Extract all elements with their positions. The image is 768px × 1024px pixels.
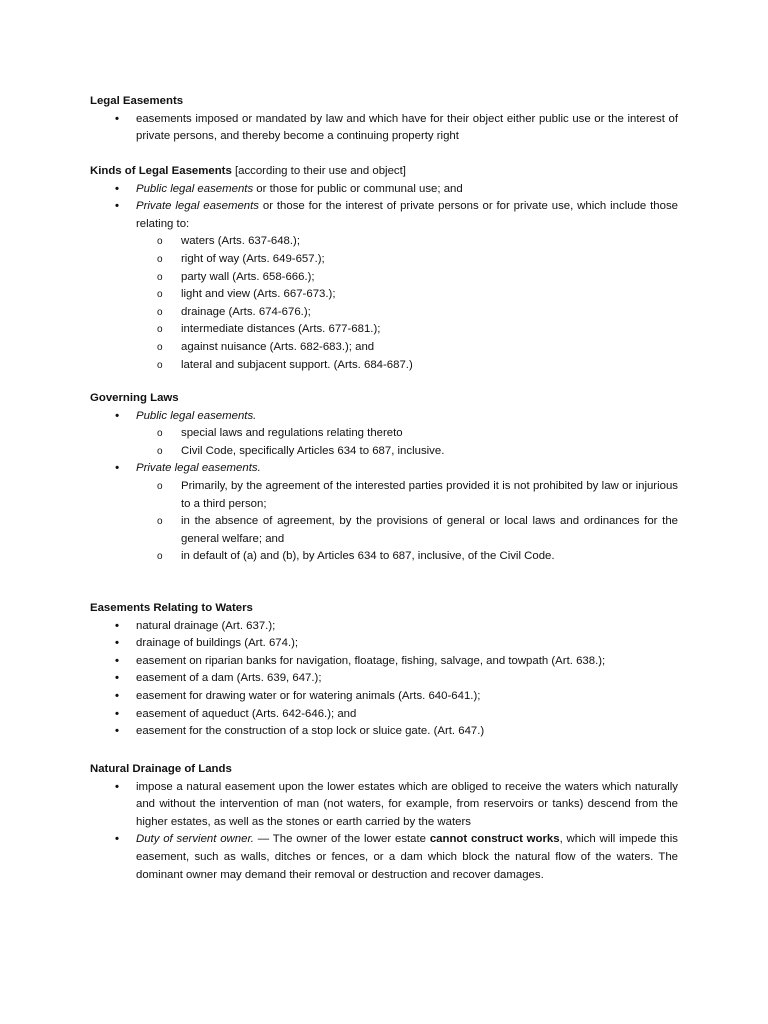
sub-list-item: o drainage (Arts. 674-676.);: [90, 304, 678, 322]
list-item: • easement on riparian banks for navigation, floatage, fishing, salvage, and towpath (Art. 638.);: [90, 653, 678, 671]
list-item: • Private legal easements.: [90, 460, 678, 478]
list-item: • impose a natural easement upon the lower estates which are obliged to receive the waters which naturally and without the intervention of man (not waters, for example, from reservoirs or tanks) descend from the higher estates, as well as the stones or earth carried by the waters: [90, 779, 678, 832]
sub-list-item: o party wall (Arts. 658-666.);: [90, 269, 678, 287]
legal-easements-list: [90, 111, 678, 146]
list-item: • Public legal easements.: [90, 408, 678, 426]
sub-list-item: o light and view (Arts. 667-673.);: [90, 286, 678, 304]
list-item: • Private legal easements or those for the interest of private persons or for private use, which include those relating to:: [90, 198, 678, 233]
governing-laws-list: [90, 408, 678, 426]
governing-laws-list-2: [90, 460, 678, 478]
list-item: • natural drainage (Art. 637.);: [90, 618, 678, 636]
list-item: • Duty of servient owner. — The owner of the lower estate cannot construct works, which will impede this easement, such as walls, ditches or fences, or a dam which block the natural flow of the waters. The dominant owner may demand their removal or destruction and recover damages.: [90, 831, 678, 884]
section-legal-easements: [90, 93, 678, 146]
heading-legal-easements: Legal Easements: [90, 95, 184, 107]
sub-list-item: o waters (Arts. 637-648.);: [90, 233, 678, 251]
list-item: • easement for the construction of a stop lock or sluice gate. (Art. 647.): [90, 723, 678, 741]
sub-list-item: o in the absence of agreement, by the provisions of general or local laws and ordinances for the general welfare; and: [90, 513, 678, 548]
sub-list-item: o right of way (Arts. 649-657.);: [90, 251, 678, 269]
list-item: • easement for drawing water or for watering animals (Arts. 640-641.);: [90, 688, 678, 706]
section-governing-laws: [90, 390, 678, 566]
private-laws-sublist: [90, 478, 678, 566]
sub-list-item: o special laws and regulations relating thereto: [90, 425, 678, 443]
section-easements-relating-to-waters: [90, 600, 678, 741]
heading-easements-relating-to-waters: Easements Relating to Waters: [90, 602, 253, 614]
list-item: • easement of a dam (Arts. 639, 647.);: [90, 670, 678, 688]
waters-list: [90, 618, 678, 741]
kinds-list: [90, 181, 678, 234]
sub-list-item: o in default of (a) and (b), by Articles 634 to 687, inclusive, of the Civil Code.: [90, 548, 678, 566]
heading-kinds-of-legal-easements: Kinds of Legal Easements [according to their use and object]: [90, 165, 406, 177]
sub-list-item: o Civil Code, specifically Articles 634 to 687, inclusive.: [90, 443, 678, 461]
section-natural-drainage-of-lands: [90, 761, 678, 884]
sub-list-item: o lateral and subjacent support. (Arts. 684-687.): [90, 357, 678, 375]
private-easements-sublist: [90, 233, 678, 374]
natural-drainage-list: [90, 779, 678, 885]
heading-natural-drainage-of-lands: Natural Drainage of Lands: [90, 763, 232, 775]
public-laws-sublist: [90, 425, 678, 460]
section-kinds-of-legal-easements: [90, 163, 678, 374]
heading-governing-laws: Governing Laws: [90, 392, 179, 404]
list-item: • Public legal easements or those for public or communal use; and: [90, 181, 678, 199]
sub-list-item: o intermediate distances (Arts. 677-681.);: [90, 321, 678, 339]
sub-list-item: o against nuisance (Arts. 682-683.); and: [90, 339, 678, 357]
list-item: • drainage of buildings (Art. 674.);: [90, 635, 678, 653]
list-item: • easements imposed or mandated by law and which have for their object either public use or the interest of private persons, and thereby become a continuing property right: [90, 111, 678, 146]
list-item: • easement of aqueduct (Arts. 642-646.); and: [90, 706, 678, 724]
sub-list-item: o Primarily, by the agreement of the interested parties provided it is not prohibited by law or injurious to a third person;: [90, 478, 678, 513]
